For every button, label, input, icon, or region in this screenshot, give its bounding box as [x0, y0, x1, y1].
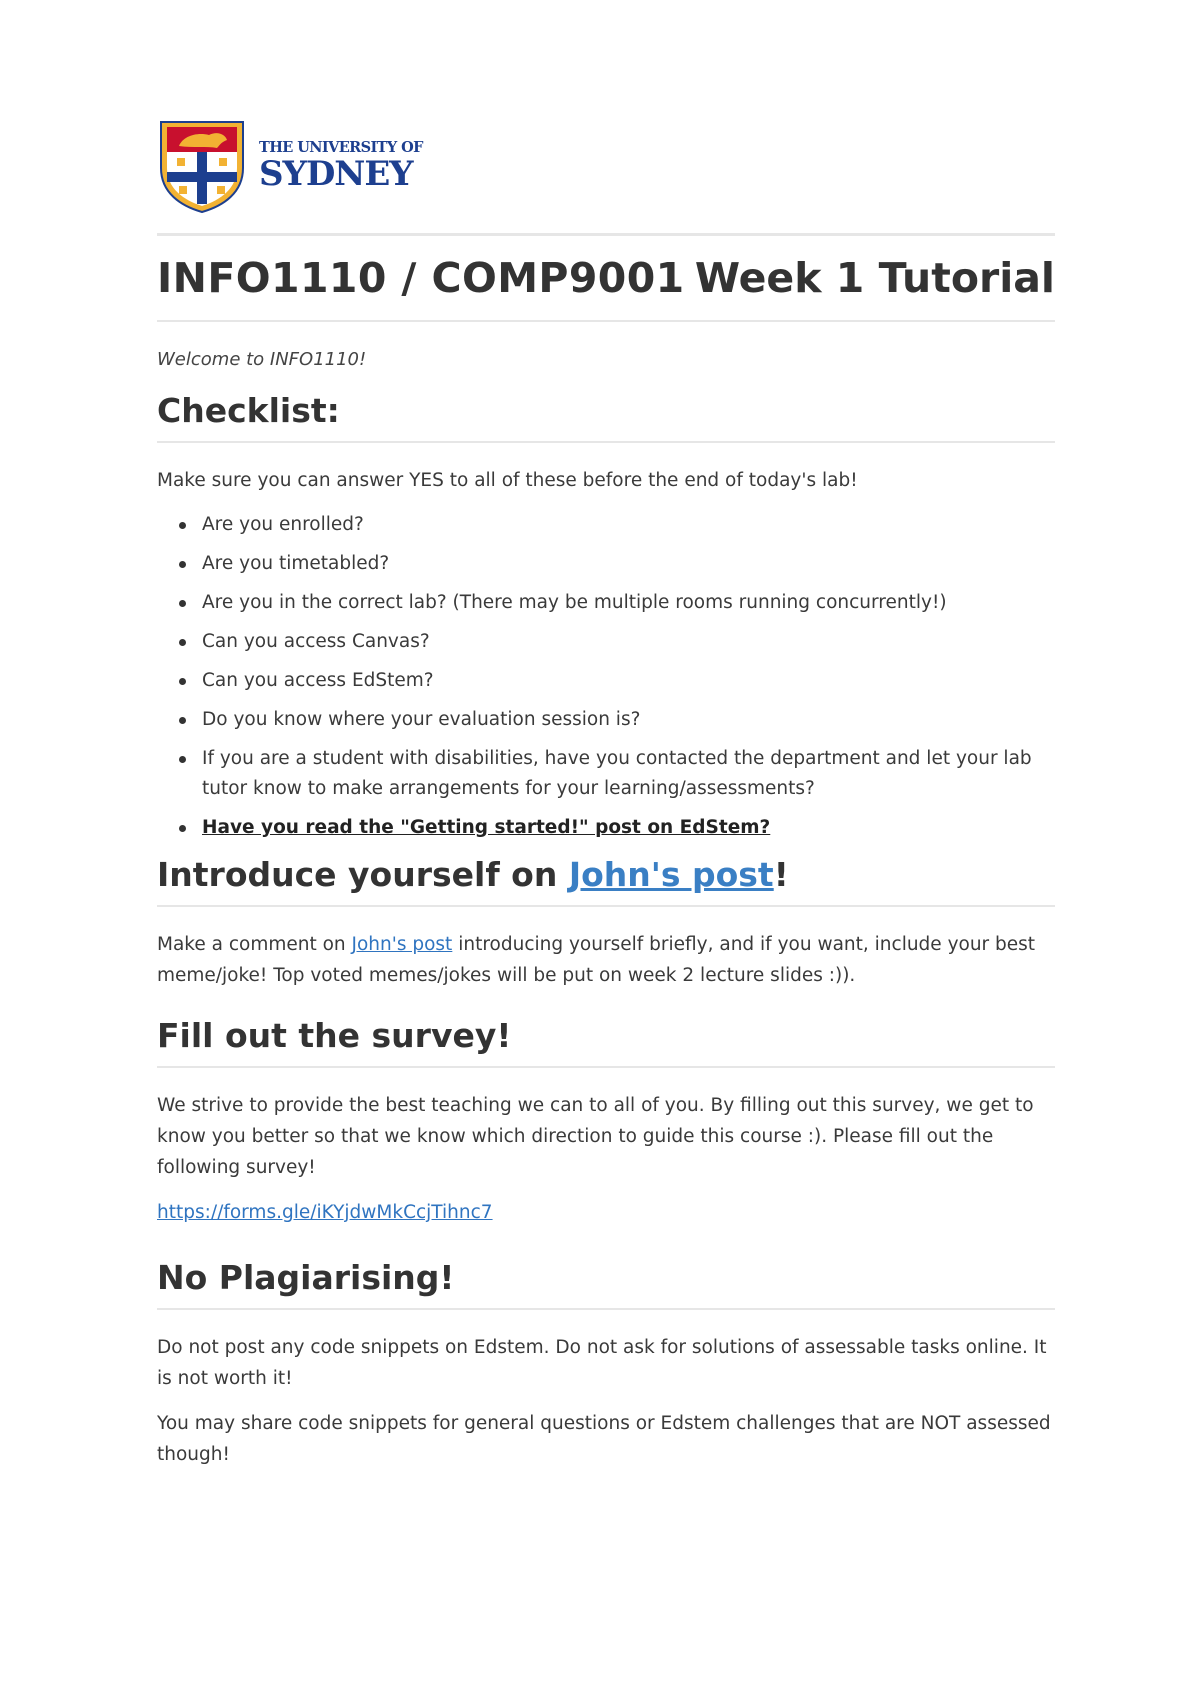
bullet-icon: [179, 756, 186, 763]
list-item-text: Can you access Canvas?: [202, 631, 430, 652]
bullet-icon: [179, 678, 186, 685]
bullet-icon: [179, 825, 186, 832]
course-code: INFO1110 / COMP9001: [157, 254, 685, 302]
logo-line-1: THE UNIVERSITY OF: [259, 139, 423, 157]
plagiarism-text-2: You may share code snippets for general questions or Edstem challenges that are NOT assessed though!: [157, 1413, 1051, 1465]
introduce-text-suffix: introducing yourself briefly, and if you want, include your best meme/joke! Top voted memes/jokes will be put on week 2 lecture slides :)).: [157, 934, 1036, 986]
list-item-text: Do you know where your evaluation session is?: [202, 709, 641, 730]
introduce-heading-suffix: !: [773, 855, 789, 894]
list-item-text: Are you enrolled?: [202, 514, 364, 535]
bullet-icon: [179, 717, 186, 724]
survey-divider: [157, 1066, 1055, 1068]
survey-heading: Fill out the survey!: [157, 1016, 512, 1055]
document-content: [157, 118, 1055, 1470]
list-item: [157, 744, 1055, 804]
list-item-text: If you are a student with disabilities, have you contacted the department and let your lab tutor know to make arrangements for your learning/assessments?: [202, 748, 1032, 799]
list-item-text: Are you in the correct lab? (There may be multiple rooms running concurrently!): [202, 592, 947, 613]
introduce-text-prefix: Make a comment on: [157, 934, 352, 955]
checklist-heading: Checklist:: [157, 391, 340, 430]
list-item-important: [157, 813, 1055, 843]
university-wordmark: [259, 139, 423, 194]
plagiarism-divider: [157, 1308, 1055, 1310]
plagiarism-heading: No Plagiarising!: [157, 1258, 455, 1297]
list-item: [157, 627, 1055, 657]
checklist-divider: [157, 441, 1055, 443]
list-item: [157, 588, 1055, 618]
page-title: [157, 236, 1055, 320]
introduce-heading-prefix: Introduce yourself on: [157, 855, 569, 894]
logo-line-2: SYDNEY: [259, 153, 413, 194]
list-item-text: Have you read the "Getting started!" post on EdStem?: [202, 817, 771, 838]
survey-link[interactable]: https://forms.gle/iKYjdwMkCcjTihnc7: [157, 1202, 493, 1223]
johns-post-heading-link[interactable]: John's post: [568, 855, 774, 894]
bullet-icon: [179, 561, 186, 568]
survey-text: We strive to provide the best teaching we can to all of you. By filling out this survey, we get to know you better so that we know which direction to guide this course :). Please fill out the following survey!: [157, 1095, 1034, 1178]
introduce-text: [157, 929, 1055, 991]
list-item: [157, 666, 1055, 696]
university-logo: [157, 118, 1055, 214]
university-crest-icon: [157, 118, 247, 214]
list-item: [157, 549, 1055, 579]
list-item: [157, 705, 1055, 735]
plagiarism-text-1: Do not post any code snippets on Edstem. Do not ask for solutions of assessable tasks online. It is not worth it!: [157, 1337, 1047, 1389]
list-item-text: Can you access EdStem?: [202, 670, 434, 691]
bullet-icon: [179, 600, 186, 607]
bullet-icon: [179, 639, 186, 646]
introduce-heading: [157, 853, 1055, 897]
johns-post-link[interactable]: John's post: [351, 934, 453, 955]
list-item: [157, 510, 1055, 540]
header-divider-bottom: [157, 320, 1055, 322]
checklist-intro: Make sure you can answer YES to all of these before the end of today's lab!: [157, 470, 858, 491]
bullet-icon: [179, 522, 186, 529]
checklist-list: [157, 510, 1055, 843]
survey-link-paragraph: [157, 1197, 1055, 1228]
list-item-text: Are you timetabled?: [202, 553, 390, 574]
welcome-text: Welcome to INFO1110!: [157, 349, 367, 370]
introduce-divider: [157, 905, 1055, 907]
tutorial-title: Week 1 Tutorial: [694, 254, 1055, 302]
